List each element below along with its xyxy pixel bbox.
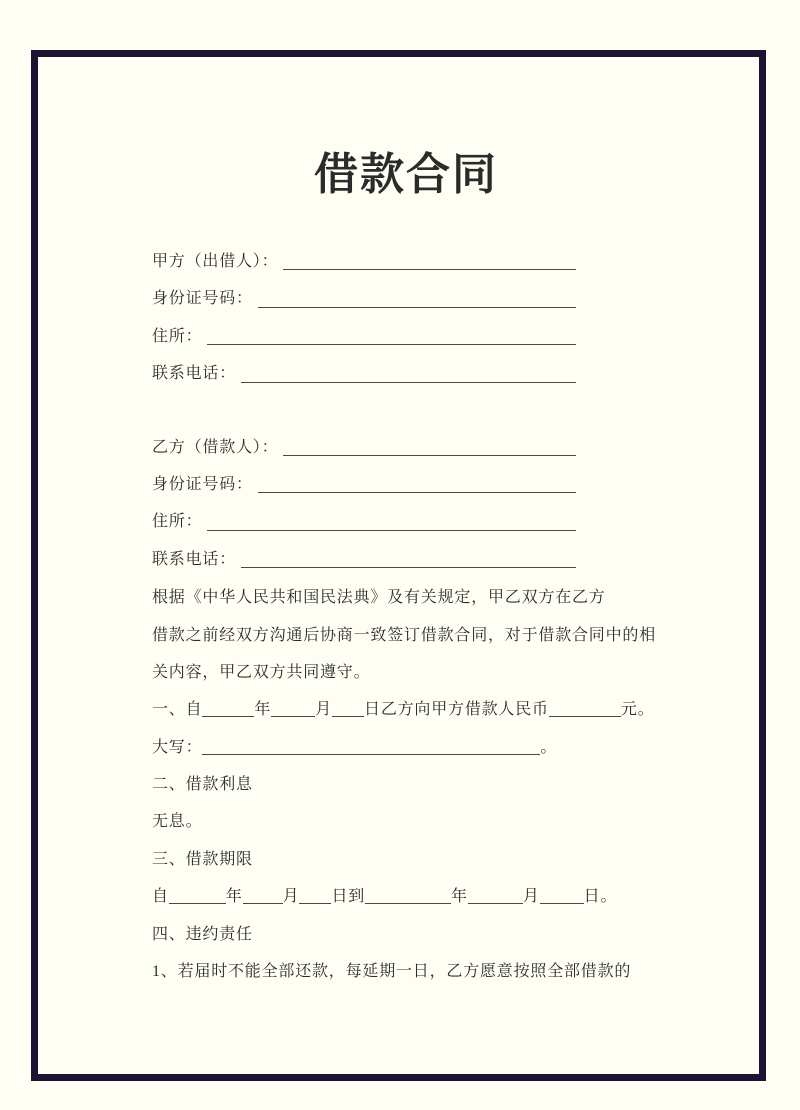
term-end-year-blank — [365, 900, 451, 904]
amount-year-label: 年 — [254, 701, 272, 719]
amount-words-blank — [202, 751, 540, 755]
party-a-address-row — [152, 318, 576, 355]
amount-sum-blank — [549, 713, 621, 717]
term-end-day-blank — [540, 900, 584, 904]
preamble-line-2: 借款之前经双方沟通后协商一致签订借款合同，对于借款合同中的相 — [152, 626, 657, 644]
document-content — [38, 57, 759, 990]
term-day-end-label: 日。 — [583, 888, 618, 906]
term-start-day-blank — [299, 900, 331, 904]
amount-month-blank — [271, 713, 315, 717]
term-from-label: 自 — [152, 888, 169, 906]
term-line — [152, 878, 660, 915]
party-a-id-blank — [253, 280, 576, 317]
clause-amount-intro: 一、自 — [152, 701, 203, 719]
term-month1-label: 月 — [282, 888, 300, 906]
party-a-phone-row — [152, 355, 576, 392]
party-b-phone-row — [152, 541, 576, 578]
term-start-year-blank — [169, 900, 226, 904]
amount-year-blank — [202, 713, 254, 717]
party-b-address-blank — [202, 503, 576, 540]
party-a-name-row — [152, 243, 576, 280]
preamble-line-3: 关内容，甲乙双方共同遵守。 — [152, 663, 371, 681]
party-a-id-label: 身份证号码： — [152, 290, 253, 308]
party-b-address-label: 住所： — [152, 513, 203, 531]
party-a-section — [152, 243, 660, 393]
document-frame — [31, 50, 766, 1081]
term-heading: 三、借款期限 — [152, 850, 253, 868]
term-year1-label: 年 — [225, 888, 243, 906]
party-a-name-label: 甲方（出借人）： — [152, 253, 279, 270]
party-a-name-blank — [278, 243, 576, 280]
contract-body — [152, 579, 660, 990]
term-start-month-blank — [243, 900, 283, 904]
term-to-label: 日到 — [331, 888, 366, 906]
party-a-address-label: 住所： — [152, 327, 203, 345]
amount-words-line — [152, 729, 660, 766]
party-a-phone-blank — [236, 355, 576, 392]
document-title: 借款合同 — [314, 150, 498, 199]
party-a-phone-label: 联系电话： — [152, 365, 237, 383]
interest-body: 无息。 — [152, 813, 203, 831]
amount-words-period: 。 — [540, 738, 558, 756]
amount-after-day-text: 日乙方向甲方借款人民币 — [364, 701, 549, 719]
term-end-month-blank — [468, 900, 523, 904]
interest-heading: 二、借款利息 — [152, 776, 253, 794]
party-b-name-blank — [278, 429, 576, 466]
party-b-id-label: 身份证号码： — [152, 475, 253, 493]
breach-heading: 四、违约责任 — [152, 925, 253, 943]
party-b-phone-label: 联系电话： — [152, 550, 237, 568]
breach-item-1: 1、若届时不能全部还款，每延期一日，乙方愿意按照全部借款的 — [152, 963, 632, 981]
amount-month-label: 月 — [315, 701, 333, 719]
party-b-address-row — [152, 503, 576, 540]
amount-day-blank — [332, 713, 364, 717]
party-b-name-label: 乙方（借款人）： — [152, 438, 279, 456]
preamble-line-1: 根据《中华人民共和国民法典》及有关规定，甲乙双方在乙方 — [152, 589, 606, 607]
party-b-name-row — [152, 429, 576, 466]
party-b-id-row — [152, 466, 576, 503]
party-b-section — [152, 429, 660, 579]
term-month2-label: 月 — [522, 888, 540, 906]
party-a-address-blank — [202, 318, 576, 355]
party-b-phone-blank — [236, 541, 576, 578]
party-b-id-blank — [253, 466, 576, 503]
amount-yuan-label: 元。 — [620, 701, 655, 719]
clause-amount-line — [152, 691, 660, 728]
amount-words-label: 大写： — [152, 738, 203, 756]
term-year2-label: 年 — [451, 888, 468, 906]
party-a-id-row — [152, 280, 576, 317]
